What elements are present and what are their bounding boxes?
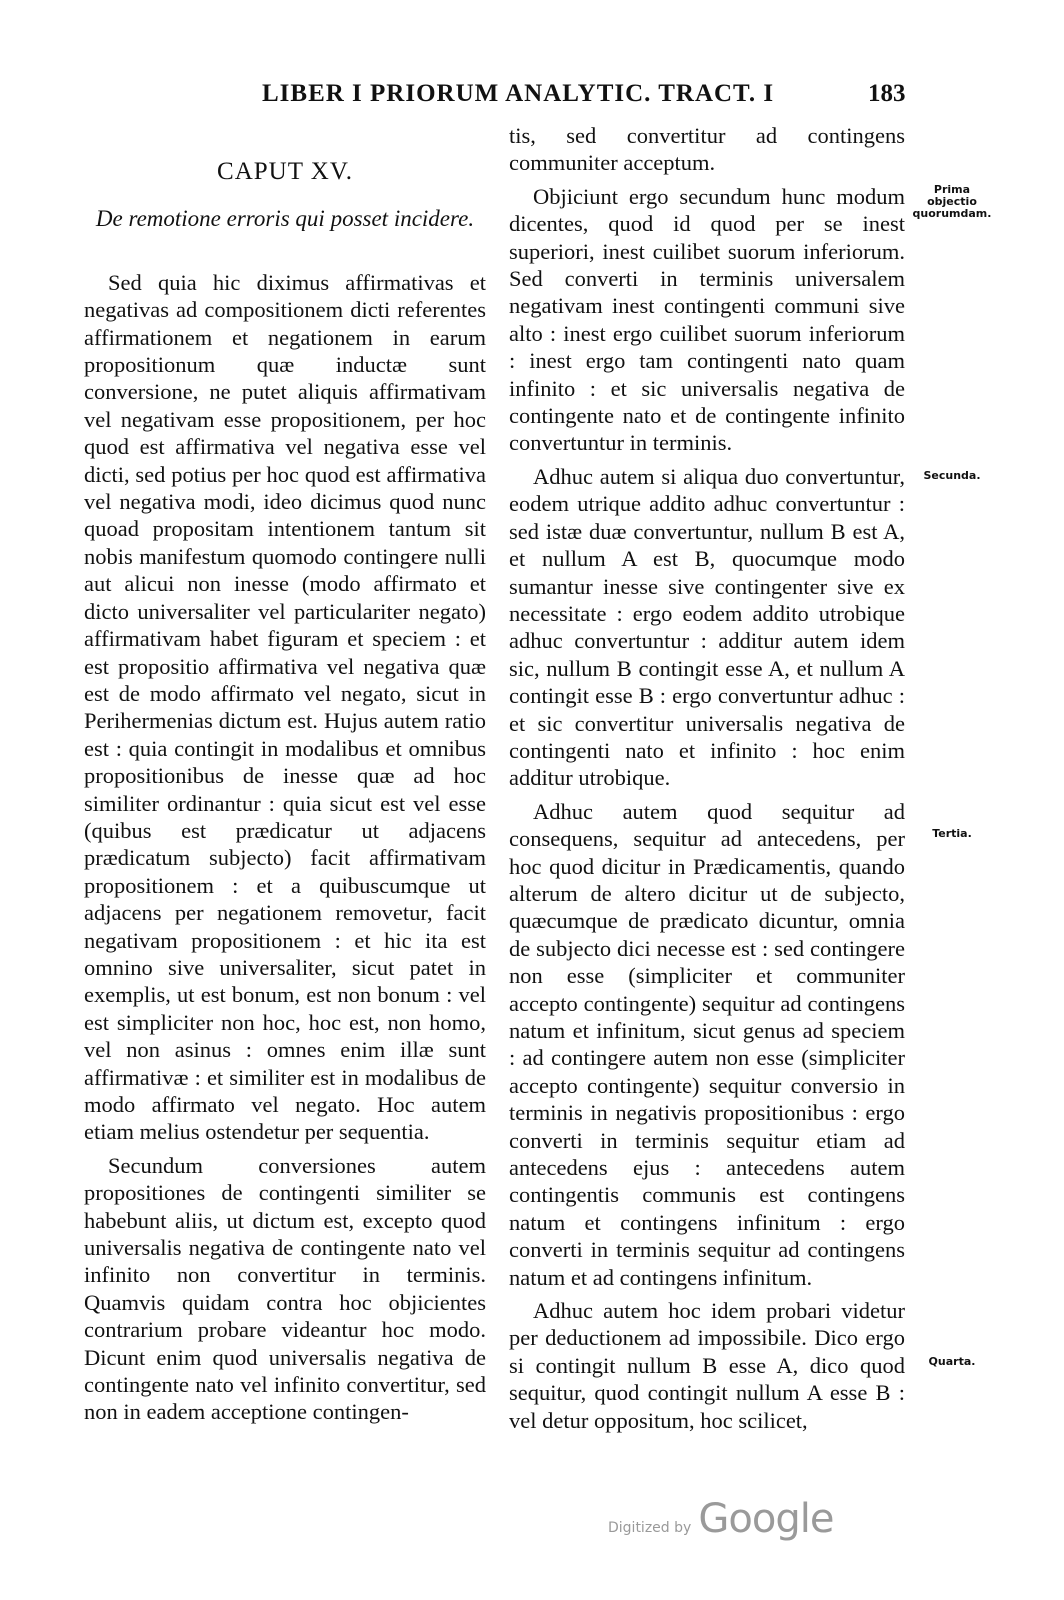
page-number: 183 [868, 80, 906, 107]
watermark-prefix: Digitized by [608, 1520, 692, 1536]
margin-note-quarta: Quarta. [928, 1355, 976, 1368]
paragraph: Sed quia hic diximus affirmativas et negativas ad compositionem dicti referentes affirmationem et negationem in earum propositionum quæ inductæ sunt conversione, ne putet aliquis affirmativam vel negativam esse propositionem, per hoc quod est affirmativa vel negativa esse vel dicti, sed potius per hoc quod est affirmativa vel negativa modi, ideo dicimus quod nunc quoad propositam intentionem tantum sit nobis manifestum quomodo contingere nulli aut alicui non inesse (modo affirmato et dicto universaliter vel particulariter negato) affirmativam habet figuram et speciem : et est propositio affirmativa vel negativa quæ est de modo affirmato vel negato, sicut in Perihermenias dictum est. Hujus autem ratio est : quia contingit in modalibus et omnibus propositionibus de inesse quæ ad hoc similiter ordinantur : quia sicut est vel esse (quibus est prædicatur ut adjacens prædicatum subjecto) facit affirmativam propositionem : et a quibuscumque ut adjacens per negationem removetur, facit negativam propositionem : et hic ita est omnino sive universaliter, sicut patet in exemplis, ut est bonum, est non bonum : vel est simpliciter non hoc, hoc est, non homo, vel non asinus : omnes enim illæ sunt affirmativæ : et similiter est in modalibus de modo affirmato vel negato. Hoc autem etiam melius ostendetur per sequentia. [84, 269, 486, 1145]
margin-note-tertia: Tertia. [932, 827, 972, 840]
margin-note-prima: Prima objectio quorumdam. [912, 183, 992, 220]
digitized-watermark [608, 1496, 833, 1542]
paragraph: Adhuc autem si aliqua duo convertuntur, eodem utrique addito adhuc convertuntur : sed istæ duæ convertuntur, nullum B est A, et nullum A est B, quocumque modo sumantur inesse sive contingenter sive ex necessitate : ergo eodem addito utrobique adhuc convertuntur : additur autem idem sic, nullum B contingit esse A, et nullum A contingit esse B : ergo convertuntur adhuc : et sic convertitur universalis negativa de contingenti nato et infinito : hoc enim additur utrobique. [509, 463, 905, 791]
right-column [509, 122, 905, 1440]
paragraph-continued: tis, sed convertitur ad contingens communiter acceptum. [509, 123, 905, 176]
running-title: LIBER I PRIORUM ANALYTIC. TRACT. I [262, 80, 775, 107]
chapter-heading: CAPUT XV. [217, 158, 353, 185]
paragraph: Secundum conversiones autem propositiones de contingenti similiter se habebunt aliis, ut dictum est, excepto quod universalis negativa de contingente nato vel infinito non convertitur in terminis. Quamvis quidam contra hoc objicientes contrarium probare videantur hoc modo. Dicunt enim quod universalis negativa de contingente nato vel infinito convertitur, sed non in eadem acceptione contingen- [84, 1152, 486, 1425]
paragraph: Objiciunt ergo secundum hunc modum dicentes, quod id quod per se inest superiori, inest cuilibet suorum inferiorum. Sed converti in terminis universalem negativam inest contingenti communi sive alto : inest ergo cuilibet suorum inferiorum : inest ergo tam contingenti nato quam infinito : et sic universalis negativa de contingente nato et de contingente infinito convertuntur in terminis. [509, 183, 905, 456]
paragraph: Adhuc autem quod sequitur ad consequens, sequitur ad antecedens, per hoc quod dicitur in Prædicamentis, quando alterum de altero dicitur ut de subjecto, quæcumque de prædicato dicuntur, omnia de subjecto dici necesse est : sed contingere non esse (simpliciter et communiter accepto contingente) sequitur ad contingens natum et infinitum, sicut genus ad speciem : ad contingere autem non esse (simpliciter accepto contingente) sequitur conversio in terminis in negativis propositionibus : ergo converti in terminis sequitur etiam ad antecedens ejus : antecedens autem contingentis communis est contingens natum et contingens infinitum : ergo converti in terminis sequitur ad contingens natum et ad contingens infinitum. [509, 798, 905, 1290]
margin-note-secunda: Secunda. [923, 469, 981, 482]
google-logo: Google [698, 1496, 834, 1542]
running-head [0, 80, 1064, 116]
chapter-subheading: De remotione erroris qui posset incidere. [95, 206, 475, 232]
paragraph: Adhuc autem hoc idem probari videtur per deductionem ad impossibile. Dico ergo si contingit nullum B esse A, dico quod sequitur, quod contingit nullum A esse B : vel detur oppositum, hoc scilicet, [509, 1298, 905, 1433]
left-column [84, 122, 486, 1432]
